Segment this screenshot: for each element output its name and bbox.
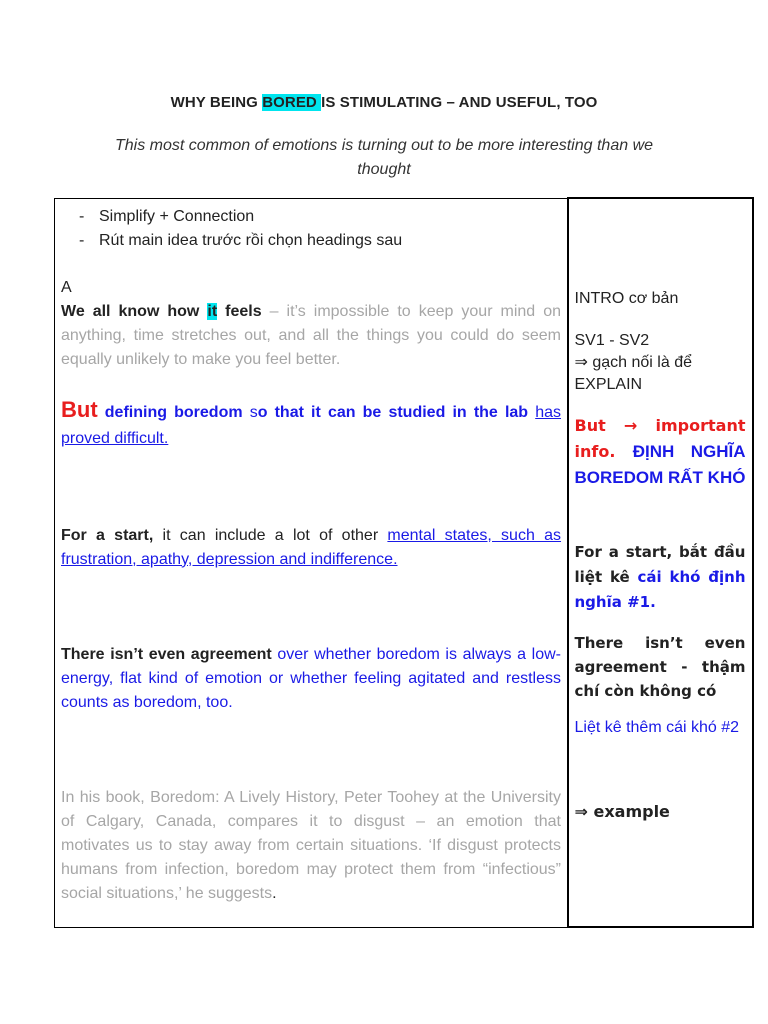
note-but-red: But → important info. (574, 416, 746, 461)
title-text-end: IS STIMULATING – AND USEFUL, TOO (321, 94, 598, 111)
document-title (0, 94, 768, 111)
note-sv-title: SV1 - SV2 (574, 332, 650, 349)
paragraph-1 (61, 300, 561, 372)
paragraph-3 (61, 524, 561, 572)
p5-text: In his book, Boredom: A Lively History, Peter Toohey at the University of Calgary, Canada, compares it to disgust – an emotion that motivates us to stay away from certain situations. ‘If disgust protects humans from infection, boredom may protect them from “infectious” social situations,’ he suggests (61, 788, 561, 902)
p4-lead: There isn’t even agreement (61, 645, 272, 663)
p2-s: s (249, 403, 258, 421)
note-start-black: For a start, bắt đầu liệt kê (574, 543, 746, 586)
paragraph-2 (61, 397, 561, 452)
tip-item: - Simplify + Connection (55, 205, 561, 229)
p2-but: But (61, 396, 98, 422)
paragraph-label: A (61, 278, 72, 296)
note-for-a-start (575, 540, 746, 615)
p1-lead-end: feels (217, 302, 262, 320)
p3-mid: it can include a lot of other (153, 526, 388, 544)
tip-item: - Rút main idea trước rồi chọn headings sau (55, 229, 561, 253)
note-start-blue: cái khó định nghĩa #1. (574, 568, 746, 611)
passage-column (55, 198, 568, 927)
notes-column (568, 198, 753, 927)
p5-end: . (272, 884, 277, 902)
p4-rest: over whether boredom is always a low-energy, flat kind of emotion or whether feeling agitated and restless counts as boredom, too. (61, 645, 561, 711)
tips-list (55, 205, 561, 253)
note-intro: INTRO cơ bản (574, 290, 679, 307)
p2-bold-2: o that it can be studied in the lab (257, 403, 536, 421)
p1-highlight: it (207, 302, 218, 320)
note-but (575, 413, 746, 491)
note-agreement: There isn’t even agreement - thậm chí còn không có (574, 634, 746, 700)
notes-table (54, 197, 754, 928)
note-sv (575, 330, 746, 396)
p3-underline: mental states, such as frustration, apathy, depression and indifference. (61, 526, 562, 568)
note-list-more: Liệt kê thêm cái khó #2 (574, 719, 740, 736)
p1-rest: – it’s impossible to keep your mind on anything, time stretches out, and all the things you could do seem equally unlikely to make you feel better. (61, 302, 561, 368)
title-highlight: BORED (262, 94, 322, 111)
p3-lead: For a start, (61, 526, 154, 544)
title-text: WHY BEING (170, 94, 263, 111)
paragraph-4 (61, 643, 561, 715)
paragraph-5 (61, 786, 561, 906)
note-but-blue: ĐỊNH NGHĨA BOREDOM RẤT KHÓ (574, 442, 746, 487)
document-subtitle: This most common of emotions is turning out to be more interesting than we thought (114, 137, 654, 178)
note-sv-explain: ⇒ gạch nối là để EXPLAIN (574, 354, 692, 393)
p2-bold: defining boredom (97, 403, 250, 421)
note-example: ⇒ example (574, 802, 670, 821)
p1-lead: We all know how (61, 302, 208, 320)
p2-underline: has proved difficult. (61, 403, 561, 447)
